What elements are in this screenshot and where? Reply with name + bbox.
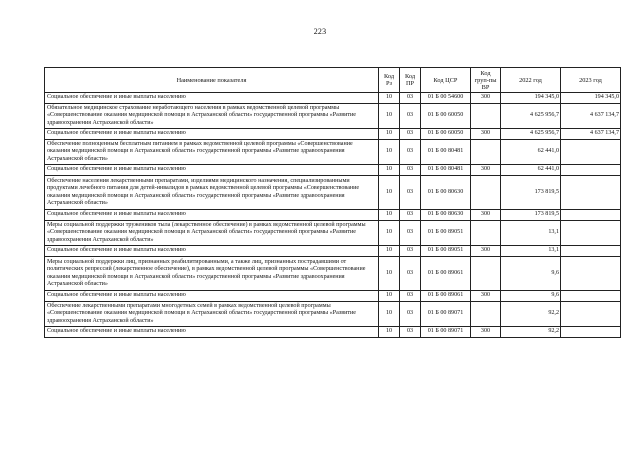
row-2022-cell: 194 345,0	[501, 93, 561, 104]
table-row	[45, 257, 621, 291]
row-pr-cell: 03	[400, 246, 421, 257]
row-pr-cell: 03	[400, 93, 421, 104]
row-2023-cell	[561, 210, 621, 221]
row-pr-cell: 03	[400, 291, 421, 302]
row-2023-cell	[561, 165, 621, 176]
table-row	[45, 104, 621, 129]
row-csr-cell: 01 Б 00 80481	[421, 140, 471, 165]
row-csr-cell: 01 Б 00 89061	[421, 291, 471, 302]
row-csr-cell: 01 Б 00 60050	[421, 129, 471, 140]
row-rz-cell: 10	[379, 302, 400, 327]
table-row	[45, 291, 621, 302]
table-row	[45, 210, 621, 221]
row-2022-cell: 4 625 956,7	[501, 104, 561, 129]
row-2022-cell: 9,6	[501, 291, 561, 302]
row-pr-cell: 03	[400, 129, 421, 140]
table-body	[45, 93, 621, 338]
row-name-cell: Обеспечение полноценным бесплатным питанием в рамках ведомственной целевой программы «Совершенствование оказания медицинской помощи в Астраханской области» государственной программы «Развитие здравоохранения Астраханской области»	[45, 140, 379, 165]
row-rz-cell: 10	[379, 176, 400, 210]
row-vr-cell: 300	[471, 165, 501, 176]
budget-table	[44, 67, 621, 338]
row-pr-cell: 03	[400, 210, 421, 221]
row-vr-cell: 300	[471, 291, 501, 302]
row-rz-cell: 10	[379, 210, 400, 221]
header-name: Наименование показателя	[45, 68, 379, 93]
header-2023: 2023 год	[561, 68, 621, 93]
row-2023-cell	[561, 257, 621, 291]
row-vr-cell: 300	[471, 129, 501, 140]
row-2023-cell	[561, 176, 621, 210]
row-name-cell: Социальное обеспечение и иные выплаты населению	[45, 165, 379, 176]
row-vr-cell: 300	[471, 246, 501, 257]
row-pr-cell: 03	[400, 176, 421, 210]
row-name-cell: Обеспечение населения лекарственными препаратами, изделиями медицинского назначения, специализированными продуктами лечебного питания для детей-инвалидов в рамках ведомственной целевой программы «Совершенствование оказания медицинской помощи в Астраханской области» государственной программы «Развитие здравоохранения Астраханской области»	[45, 176, 379, 210]
row-vr-cell	[471, 140, 501, 165]
row-name-cell: Меры социальной поддержки лиц, признанных реабилитированными, а также лиц, признанных пострадавшими от политических репрессий (лекарственное обеспечение), в рамках ведомственной целевой программы «Совершенствование оказания медицинской помощи в Астраханской области» государственной программы «Развитие здравоохранения Астраханской области»	[45, 257, 379, 291]
row-name-cell: Социальное обеспечение и иные выплаты населению	[45, 129, 379, 140]
row-csr-cell: 01 Б 00 89071	[421, 327, 471, 338]
row-name-cell: Социальное обеспечение и иные выплаты населению	[45, 246, 379, 257]
row-rz-cell: 10	[379, 291, 400, 302]
table-header-row	[45, 68, 621, 93]
row-csr-cell: 01 Б 00 89071	[421, 302, 471, 327]
row-rz-cell: 10	[379, 129, 400, 140]
row-csr-cell: 01 Б 00 89061	[421, 257, 471, 291]
row-pr-cell: 03	[400, 302, 421, 327]
table-row	[45, 140, 621, 165]
row-name-cell: Социальное обеспечение и иные выплаты населению	[45, 327, 379, 338]
row-pr-cell: 03	[400, 257, 421, 291]
row-2023-cell	[561, 327, 621, 338]
row-2022-cell: 62 441,0	[501, 140, 561, 165]
row-name-cell: Социальное обеспечение и иные выплаты населению	[45, 291, 379, 302]
table-row	[45, 327, 621, 338]
row-vr-cell	[471, 176, 501, 210]
row-rz-cell: 10	[379, 257, 400, 291]
row-2022-cell: 9,6	[501, 257, 561, 291]
row-2023-cell	[561, 221, 621, 246]
row-rz-cell: 10	[379, 327, 400, 338]
table-row	[45, 221, 621, 246]
header-rz: Код Рз	[379, 68, 400, 93]
row-vr-cell: 300	[471, 93, 501, 104]
row-name-cell: Меры социальной поддержки тружеников тыла (лекарственное обеспечение) в рамках ведомственной целевой программы «Совершенствование оказания медицинской помощи в Астраханской области» государственной программы «Развитие здравоохранения Астраханской области»	[45, 221, 379, 246]
table-row	[45, 129, 621, 140]
row-rz-cell: 10	[379, 104, 400, 129]
row-2022-cell: 173 819,5	[501, 176, 561, 210]
row-2022-cell: 13,1	[501, 246, 561, 257]
row-csr-cell: 01 Б 00 54600	[421, 93, 471, 104]
row-name-cell: Социальное обеспечение и иные выплаты населению	[45, 93, 379, 104]
row-vr-cell	[471, 221, 501, 246]
row-2022-cell: 4 625 956,7	[501, 129, 561, 140]
row-2023-cell: 4 637 134,7	[561, 104, 621, 129]
row-csr-cell: 01 Б 00 60050	[421, 104, 471, 129]
table-row	[45, 176, 621, 210]
row-name-cell: Обязательное медицинское страхование неработающего населения в рамках ведомственной целевой программы «Совершенствование оказания медицинской помощи в Астраханской области» государственной программы «Развитие здравоохранения Астраханской области»	[45, 104, 379, 129]
row-csr-cell: 01 Б 00 89051	[421, 246, 471, 257]
row-2022-cell: 173 819,5	[501, 210, 561, 221]
row-vr-cell	[471, 257, 501, 291]
row-2023-cell: 194 345,0	[561, 93, 621, 104]
row-csr-cell: 01 Б 00 89051	[421, 221, 471, 246]
row-vr-cell: 300	[471, 327, 501, 338]
page-number: 223	[313, 27, 327, 36]
row-rz-cell: 10	[379, 246, 400, 257]
table-row	[45, 302, 621, 327]
row-pr-cell: 03	[400, 140, 421, 165]
header-vr: Код груп-пы ВР	[471, 68, 501, 93]
row-name-cell: Социальное обеспечение и иные выплаты населению	[45, 210, 379, 221]
row-2022-cell: 13,1	[501, 221, 561, 246]
row-name-cell: Обеспечение лекарственными препаратами многодетных семей в рамках ведомственной целевой программы «Совершенствование оказания медицинской помощи в Астраханской области» государственной программы «Развитие здравоохранения Астраханской области»	[45, 302, 379, 327]
row-rz-cell: 10	[379, 221, 400, 246]
row-2023-cell	[561, 291, 621, 302]
row-vr-cell: 300	[471, 210, 501, 221]
header-csr: Код ЦСР	[421, 68, 471, 93]
row-pr-cell: 03	[400, 327, 421, 338]
row-2023-cell	[561, 246, 621, 257]
row-pr-cell: 03	[400, 104, 421, 129]
row-vr-cell	[471, 104, 501, 129]
row-csr-cell: 01 Б 00 80630	[421, 176, 471, 210]
row-2023-cell: 4 637 134,7	[561, 129, 621, 140]
row-rz-cell: 10	[379, 165, 400, 176]
table-row	[45, 246, 621, 257]
table-row	[45, 93, 621, 104]
row-2023-cell	[561, 302, 621, 327]
row-2022-cell: 92,2	[501, 302, 561, 327]
table-row	[45, 165, 621, 176]
row-csr-cell: 01 Б 00 80630	[421, 210, 471, 221]
row-csr-cell: 01 Б 00 80481	[421, 165, 471, 176]
row-pr-cell: 03	[400, 221, 421, 246]
row-2022-cell: 92,2	[501, 327, 561, 338]
row-2023-cell	[561, 140, 621, 165]
row-pr-cell: 03	[400, 165, 421, 176]
header-pr: Код ПР	[400, 68, 421, 93]
header-2022: 2022 год	[501, 68, 561, 93]
row-vr-cell	[471, 302, 501, 327]
row-2022-cell: 62 441,0	[501, 165, 561, 176]
row-rz-cell: 10	[379, 93, 400, 104]
row-rz-cell: 10	[379, 140, 400, 165]
